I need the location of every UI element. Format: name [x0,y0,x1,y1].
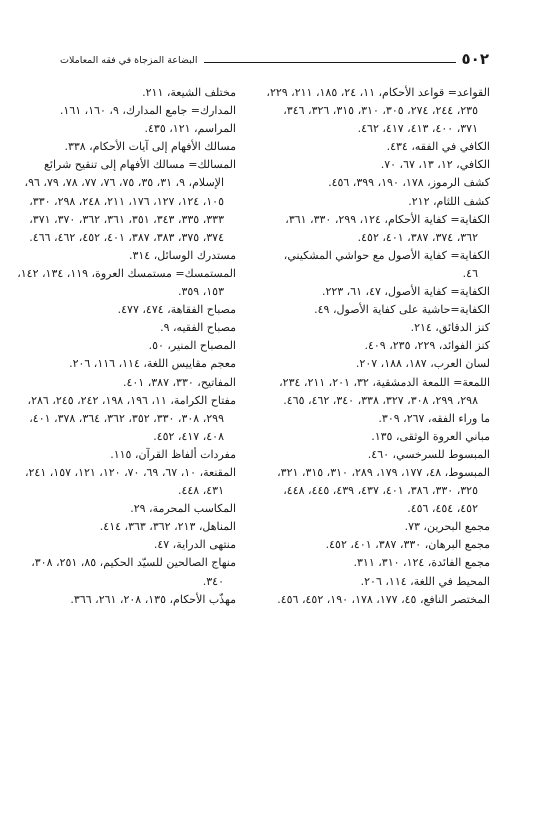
index-entry: المدارك= جامع المدارك، ٩، ١٦٠، ١٦١. [59,104,236,118]
index-entry: مصباح الفقاهة، ٤٧٤، ٤٧٧. [117,303,236,317]
index-entry: مهذّب الأحكام، ١٣٥، ٢٠٨، ٢٦١، ٣٦٦. [70,592,236,606]
index-entry: الكفاية= كفاية الأصول مع حواشي المشكيني، ٤٦. [283,248,490,280]
index-entry: المبسوط للسرخسي، ٤٦٠. [367,447,490,461]
index-entry: مسالك الأفهام إلى آيات الأحكام، ٣٣٨. [64,140,236,154]
index-entry: المناهل، ٢١٣، ٣٦٢، ٣٦٣، ٤١٤. [99,520,236,534]
index-entry: الكافي في الفقه، ٤٣٤. [386,140,490,154]
running-title: البضاعة المزجاة في فقه المعاملات [60,55,198,66]
index-entry: الكفاية= كفاية الأحكام، ١٢٤، ٢٩٩، ٣٣٠، ٣٦١، ٣٦٢، ٣٧٤، ٣٨٧، ٤٠١، ٤٥٢. [285,212,490,244]
index-entry: منهاج الصالحين للسيّد الحكيم، ٨٥، ٢٥١، ٣٠٨، ٣٤٠. [31,556,236,588]
running-header [60,44,489,68]
index-entry: مصباح الفقيه، ٩. [160,321,236,335]
index-entry: كنز الفوائد، ٢٢٩، ٢٣٥، ٤٠٩. [364,339,490,353]
index-entry: الكفاية= كفاية الأصول، ٤٧، ٦١، ٢٢٣. [321,285,490,299]
index-entry: منتهى الدراية، ٤٧. [153,538,236,552]
index-entry: مجمع الفائدة، ١٢٤، ٣١٠، ٣١١. [353,556,490,570]
index-entry: مختلف الشيعة، ٢١١. [142,86,236,99]
index-entry: كشف اللثام، ٢١٢. [408,194,490,208]
index-entry: الكفاية=حاشية على كفاية الأصول، ٤٩. [314,303,490,317]
index-column-right [266,84,490,609]
index-entry: ما وراء الفقه، ٢٦٧، ٣٠٩. [378,411,490,425]
index-entry: معجم مقاييس اللغة، ١١٤، ١١٦، ٢٠٦. [69,357,236,371]
index-entry: مجمع البحرين، ٧٣. [404,520,490,534]
index-entry: القواعد= قواعد الأحكام، ١١، ٢٤، ١٨٥، ٢١١، ٢٢٩، ٢٣٥، ٢٤٤، ٢٧٤، ٣٠٥، ٣١٠، ٣١٥، ٣٢٦، ٣٤٦، ٣٧١، ٤٠٠، ٤١٣، ٤١٧، ٤٦٢. [266,86,490,136]
index-entry: مباني العروة الوثقى، ١٣٥. [371,429,490,443]
index-entry: لسان العرب، ١٨٧، ١٨٨، ٢٠٧. [355,357,490,371]
index-entry: كنز الدقائق، ٢١٤. [410,321,490,335]
header-rule [204,62,456,63]
index-entry: المستمسك= مستمسك العروة، ١١٩، ١٣٤، ١٤٢، ١٥٣، ٣٥٩. [17,266,236,299]
index-entry: مستدرك الوسائل، ٣١٤. [128,248,236,262]
index-entry: مفتاح الكرامة، ١١، ١٩٦، ١٩٨، ٢٤٢، ٢٤٥، ٢٨٦، ٢٩٩، ٣٠٨، ٣٣٠، ٣٥٢، ٣٦٢، ٣٦٤، ٣٧٨، ٤٠١، ٤٠٨، ٤١٧، ٤٥٢. [27,393,236,443]
index-entry: المكاسب المحرمة، ٢٩. [130,502,236,516]
index-entry: المفاتيح، ٣٣٠، ٣٨٧، ٤٠١. [122,375,236,389]
index-entry: الكافي، ١٢، ١٣، ٦٧، ٧٠. [380,158,490,172]
index-entry: مجمع البرهان، ٣٣٠، ٣٨٧، ٤٠١، ٤٥٢. [325,538,490,552]
index-entry: المصباح المنير، ٥٠. [148,339,236,353]
index-entry: المحيط في اللغة، ١١٤، ٢٠٦. [360,574,490,588]
index-column-left [12,84,236,609]
index-entry: مفردات ألفاظ القرآن، ١١٥. [110,447,236,461]
index-entry: المراسم، ١٢١، ٤٣٥. [144,122,236,136]
index-entry: المختصر النافع، ٤٥، ١٧٧، ١٧٨، ١٩٠، ٤٥٢، ٤٥٦. [277,592,490,606]
index-entry: كشف الرموز، ١٧٨، ١٩٠، ٣٩٩، ٤٥٦. [328,176,490,190]
index-entry: اللمعة= اللمعة الدمشقية، ٣٢، ٢٠١، ٢١١، ٢٣٤، ٢٩٨، ٢٩٩، ٣٠٨، ٣٢٧، ٣٣٨، ٣٤٠، ٤٦٢، ٤٦٥. [279,375,490,407]
index-entry: المبسوط، ٤٨، ١٧٧، ١٧٩، ٢٨٩، ٣١٠، ٣١٥، ٣٢١، ٣٢٥، ٣٣٠، ٣٨٦، ٤٠١، ٤٣٧، ٤٣٩، ٤٤٥، ٤٤٨، ٤٥٢، ٤٥٤، ٤٥٦. [277,465,490,516]
index-entry: المقنعة، ١٠، ٦٧، ٦٩، ٧٠، ١٢٠، ١٢١، ١٥٧، ٢٤١، ٤٣١، ٤٤٨. [24,465,236,498]
index-entry: المسالك= مسالك الأفهام إلى تنقيح شرائع الإسلام، ٩، ٣١، ٣٥، ٧٥، ٧٦، ٧٧، ٧٨، ٧٩، ٩٦، ١٠٥، ١٢٤، ١٢٧، ١٧٦، ٢١١، ٢٤٨، ٢٩٨، ٣٣٠، ٣٣٣، ٣٣٥، ٣٤٣، ٣٥١، ٣٦١، ٣٦٢، ٣٧٠، ٣٧١، ٣٧٤، ٣٧٥، ٣٨٣، ٣٨٧، ٤٠١، ٤٥٢، ٤٦٢، ٤٦٦. [24,158,236,244]
page-number: ٥٠٢ [461,50,489,68]
